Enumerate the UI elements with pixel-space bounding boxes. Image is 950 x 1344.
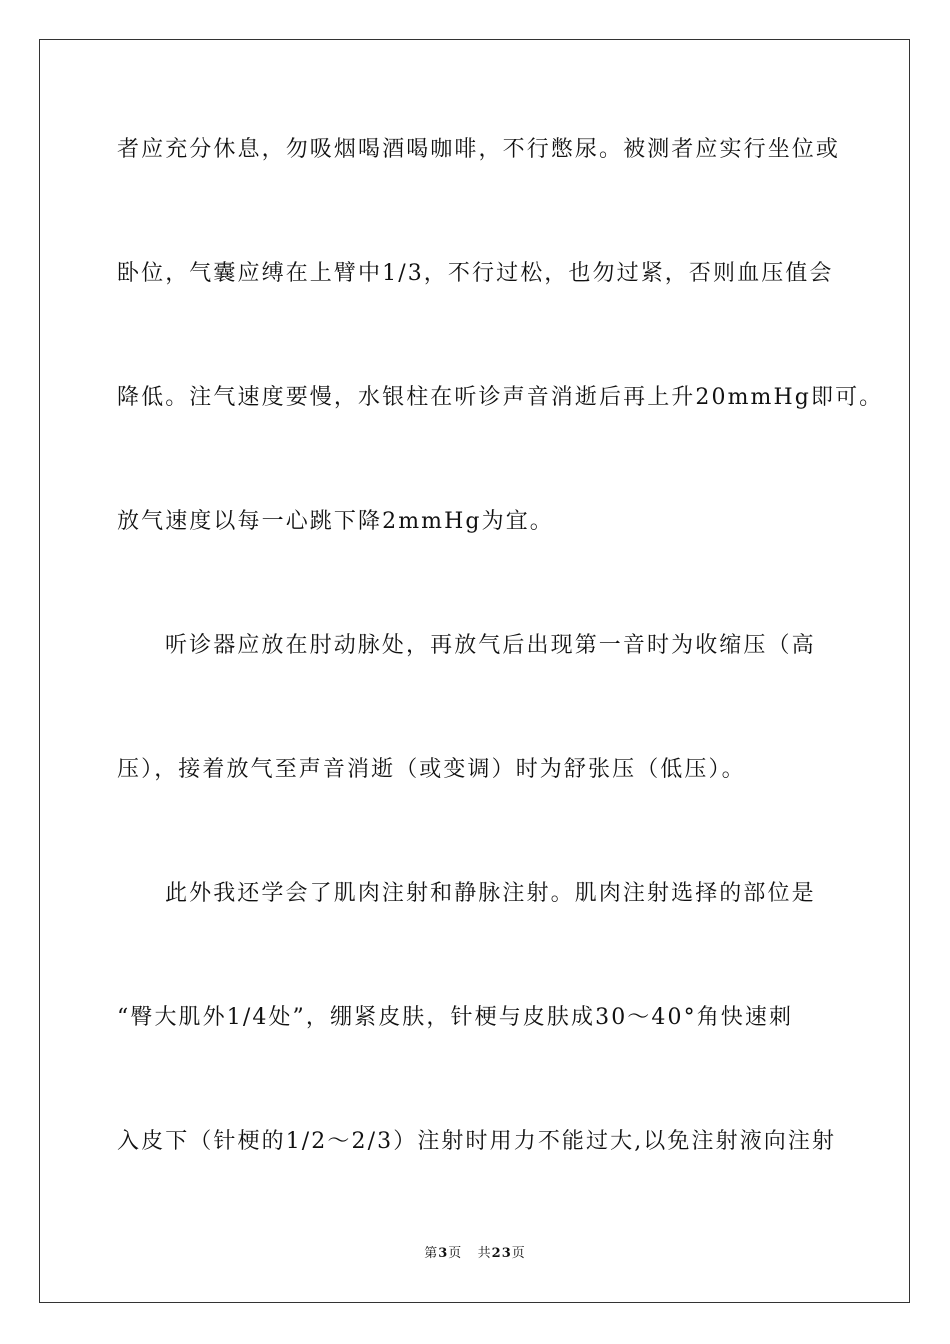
page-border bbox=[39, 39, 910, 1303]
text-line-6: 压），接着放气至声音消逝（或变调）时为舒张压（低压）。 bbox=[117, 757, 746, 782]
footer-total-pages: 23 bbox=[491, 1246, 512, 1261]
text-line-3: 降低。注气速度要慢，水银柱在听诊声音消逝后再上升20mmHg即可。 bbox=[117, 385, 884, 410]
text-line-5: 听诊器应放在肘动脉处，再放气后出现第一音时为收缩压（高 bbox=[165, 633, 816, 658]
text-line-7: 此外我还学会了肌肉注射和静脉注射。肌肉注射选择的部位是 bbox=[165, 881, 816, 906]
text-line-2: 卧位，气囊应缚在上臂中1/3，不行过松，也勿过紧，否则血压值会 bbox=[117, 261, 834, 286]
footer-page-number: 3 bbox=[438, 1246, 449, 1261]
footer-prefix: 第 bbox=[424, 1246, 439, 1261]
page-footer bbox=[0, 1245, 950, 1263]
footer-middle: 页 共 bbox=[448, 1246, 492, 1261]
footer-suffix: 页 bbox=[511, 1246, 526, 1261]
text-line-1: 者应充分休息，勿吸烟喝酒喝咖啡，不行憋尿。被测者应实行坐位或 bbox=[117, 137, 841, 162]
text-line-8: “臀大肌外1/4处”，绷紧皮肤，针梗与皮肤成30～40°角快速刺 bbox=[117, 1005, 794, 1030]
text-line-9: 入皮下（针梗的1/2～2/3）注射时用力不能过大,以免注射液向注射 bbox=[117, 1129, 837, 1154]
text-line-4: 放气速度以每一心跳下降2mmHg为宜。 bbox=[117, 509, 554, 534]
